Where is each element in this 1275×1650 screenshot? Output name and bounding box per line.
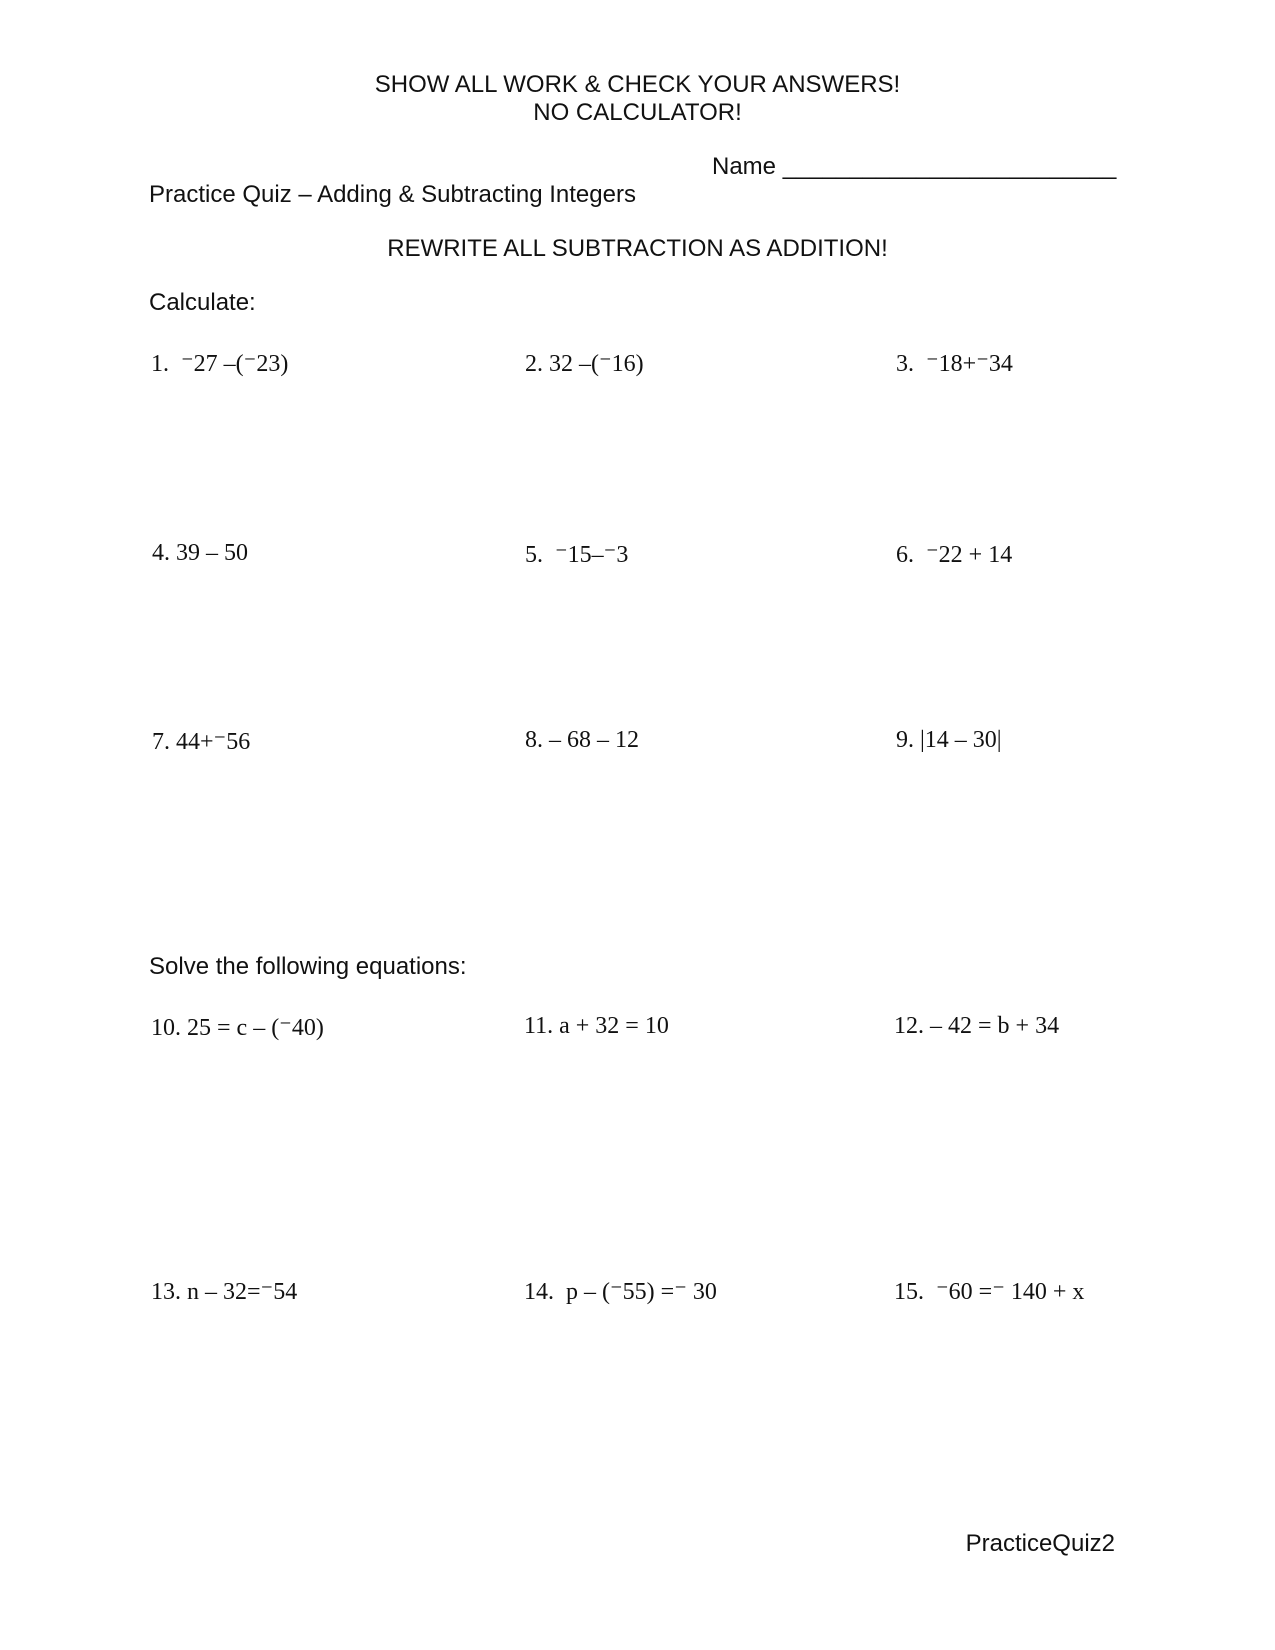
problem-5: 5. ⁻15–⁻3 — [525, 542, 629, 568]
header-line-2: NO CALCULATOR! — [533, 99, 742, 126]
problem-10: 10. 25 = c – (⁻40) — [151, 1015, 324, 1041]
footer-label: PracticeQuiz2 — [965, 1530, 1115, 1557]
problem-13: 13. n – 32=⁻54 — [151, 1279, 298, 1305]
problem-15: 15. ⁻60 =⁻ 140 + x — [894, 1279, 1085, 1305]
quiz-title: Practice Quiz – Adding & Subtracting Integers — [149, 181, 636, 208]
problem-9: 9. |14 – 30| — [896, 727, 1002, 753]
calculate-heading: Calculate: — [149, 289, 256, 316]
problem-14: 14. p – (⁻55) =⁻ 30 — [524, 1279, 717, 1305]
problem-2: 2. 32 –(⁻16) — [525, 351, 644, 377]
problem-12: 12. – 42 = b + 34 — [894, 1013, 1060, 1039]
problem-7: 7. 44+⁻56 — [152, 729, 251, 755]
problem-3: 3. ⁻18+⁻34 — [896, 351, 1013, 377]
problem-1: 1. ⁻27 –(⁻23) — [151, 351, 289, 377]
equations-heading: Solve the following equations: — [149, 953, 467, 980]
problem-11: 11. a + 32 = 10 — [524, 1013, 669, 1039]
name-field-label[interactable]: Name _________________________ — [712, 153, 1117, 180]
problem-8: 8. – 68 – 12 — [525, 727, 639, 753]
problem-4: 4. 39 – 50 — [152, 540, 248, 566]
header-line-1: SHOW ALL WORK & CHECK YOUR ANSWERS! — [374, 71, 901, 98]
problem-6: 6. ⁻22 + 14 — [896, 542, 1013, 568]
instruction: REWRITE ALL SUBTRACTION AS ADDITION! — [387, 235, 888, 262]
